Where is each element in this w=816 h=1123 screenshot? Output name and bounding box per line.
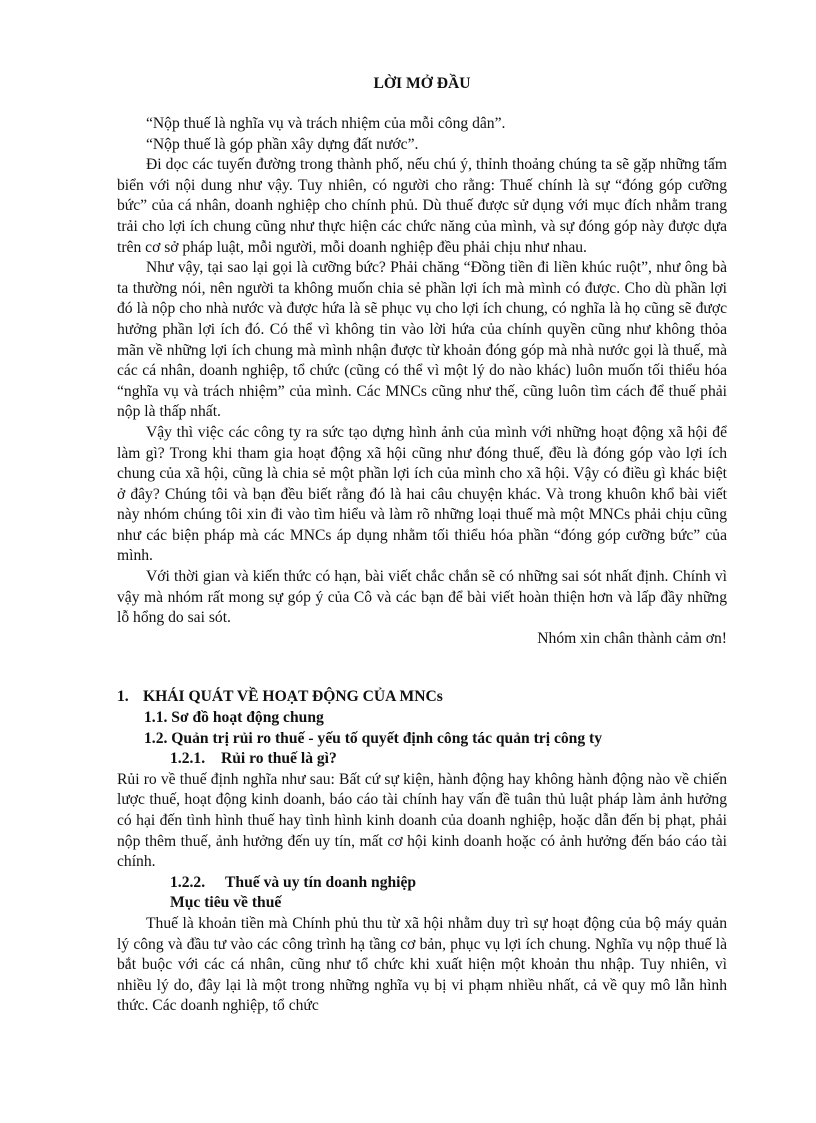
heading-number: 1.2.2. [170, 873, 206, 891]
section-gap [117, 649, 727, 687]
heading-section-1 [117, 687, 727, 708]
quote-line-1: “Nộp thuế là nghĩa vụ và trách nhiệm của mỗi công dân”. [146, 115, 506, 132]
section-1-2-2-body: Thuế là khoản tiền mà Chính phủ thu từ xã hội nhằm duy trì sự hoạt động của bộ máy quản lý công và đầu tư vào các công trình hạ tầng cơ bản, phục vụ lợi ích chung. Nghĩa vụ nộp thuế là bắt buộc với các cá nhân, cũng như tổ chức khi xuất hiện một khoản thu nhập. Tuy nhiên, vì nhiều lý do, đây lại là một trong những nghĩa vụ bị vi phạm nhiều nhất, cả về quy mô lẫn hình thức. Các doanh nghiệp, tổ chức [117, 914, 727, 1015]
intro-paragraph-3: Vậy thì việc các công ty ra sức tạo dựng hình ảnh của mình với những hoạt động xã hội để làm gì? Trong khi tham gia hoạt động xã hội cũng như đóng thuế, đều là đóng góp vào lợi ích chung của xã hội, cũng là chia sẻ một phần lợi ích của mình cho xã hội. Vậy có điều gì khác biệt ở đây? Chúng tôi và bạn đều biết rằng đó là hai câu chuyện khác. Và trong khuôn khổ bài viết này nhóm chúng tôi xin đi vào tìm hiểu và làm rõ những loại thuế mà một MNCs phải chịu cũng như các biện pháp mà các MNCs áp dụng nhằm tối thiểu hóa phần “đóng góp cưỡng bức” của mình. [117, 423, 727, 565]
heading-section-1-1: 1.1. Sơ đồ hoạt động chung [144, 709, 324, 727]
heading-section-1-2-1 [117, 749, 727, 770]
heading-section-1-2: 1.2. Quản trị rủi ro thuế - yếu tố quyết định công tác quản trị công ty [144, 729, 603, 747]
intro-paragraph-1: Đi dọc các tuyến đường trong thành phố, nếu chú ý, thỉnh thoảng chúng ta sẽ gặp những tấm biển với nội dung như vậy. Tuy nhiên, có người cho rằng: Thuế chính là sự “đóng góp cưỡng bức” của cá nhân, doanh nghiệp cho chính phủ. Dù thuế được sử dụng với mục đích nhằm trang trải cho lợi ích chung cũng như thực hiện các chức năng của mình, và sự đóng góp này được dựa trên cơ sở pháp luật, mỗi người, mỗi doanh nghiệp đều phải chịu như nhau. [117, 156, 727, 256]
subheading-tax-objective: Mục tiêu về thuế [170, 894, 282, 912]
heading-number: 1.2.1. [170, 750, 206, 768]
heading-text: Rủi ro thuế là gì? [221, 750, 337, 768]
thanks-line: Nhóm xin chân thành cảm ơn! [537, 629, 727, 647]
quote-line-2: “Nộp thuế là góp phần xây dựng đất nước”. [146, 135, 419, 153]
heading-text: KHÁI QUÁT VỀ HOẠT ĐỘNG CỦA MNCs [143, 688, 443, 706]
intro-paragraph-4: Với thời gian và kiến thức có hạn, bài viết chắc chắn sẽ có những sai sót nhất định. Chính vì vậy mà nhóm rất mong sự góp ý của Cô và các bạn để bài viết hoàn thiện hơn và lấp đầy những lỗ hổng do sai sót. [117, 568, 727, 627]
heading-number: 1. [117, 688, 129, 706]
document-page [117, 74, 727, 1017]
heading-section-1-2-2 [117, 873, 727, 894]
page-title: LỜI MỞ ĐẦU [373, 75, 471, 92]
heading-text: Thuế và uy tín doanh nghiệp [225, 873, 417, 891]
intro-paragraph-2: Như vậy, tại sao lại gọi là cưỡng bức? Phải chăng “Đồng tiền đi liền khúc ruột”, như ông bà ta thường nói, nên người ta không muốn chia sẻ phần lợi ích mà mình có được. Cho dù phần lợi đó là nộp cho nhà nước và được hứa là sẽ phục vụ cho lợi ích chung, có nghĩa là họ cũng sẽ được hưởng phần lợi ích đó. Có thể vì không tin vào lời hứa của chính quyền cũng như không thỏa mãn về những lợi ích chung mà mình nhận được từ khoản đóng góp mà nhà nước gọi là thuế, mà các cá nhân, doanh nghiệp, tổ chức (cũng có thể vì một lý do nào khác) luôn muốn tối thiểu hóa “nghĩa vụ và trách nhiệm” của mình. Các MNCs cũng như thế, cũng luôn tìm cách để thuế phải nộp là thấp nhất. [117, 259, 727, 421]
section-1-2-1-body: Rủi ro về thuế định nghĩa như sau: Bất cứ sự kiện, hành động hay không hành động nào về chiến lược thuế, hoạt động kinh doanh, báo cáo tài chính hay vấn đề tuân thủ luật pháp làm ảnh hưởng có hại đến tình hình thuế hay tình hình kinh doanh của doanh nghiệp, hoặc dẫn đến bị phạt, phải nộp thêm thuế, ảnh hưởng đến uy tín, mất cơ hội kinh doanh hoặc có ảnh hưởng đến báo cáo tài chính. [117, 770, 727, 871]
